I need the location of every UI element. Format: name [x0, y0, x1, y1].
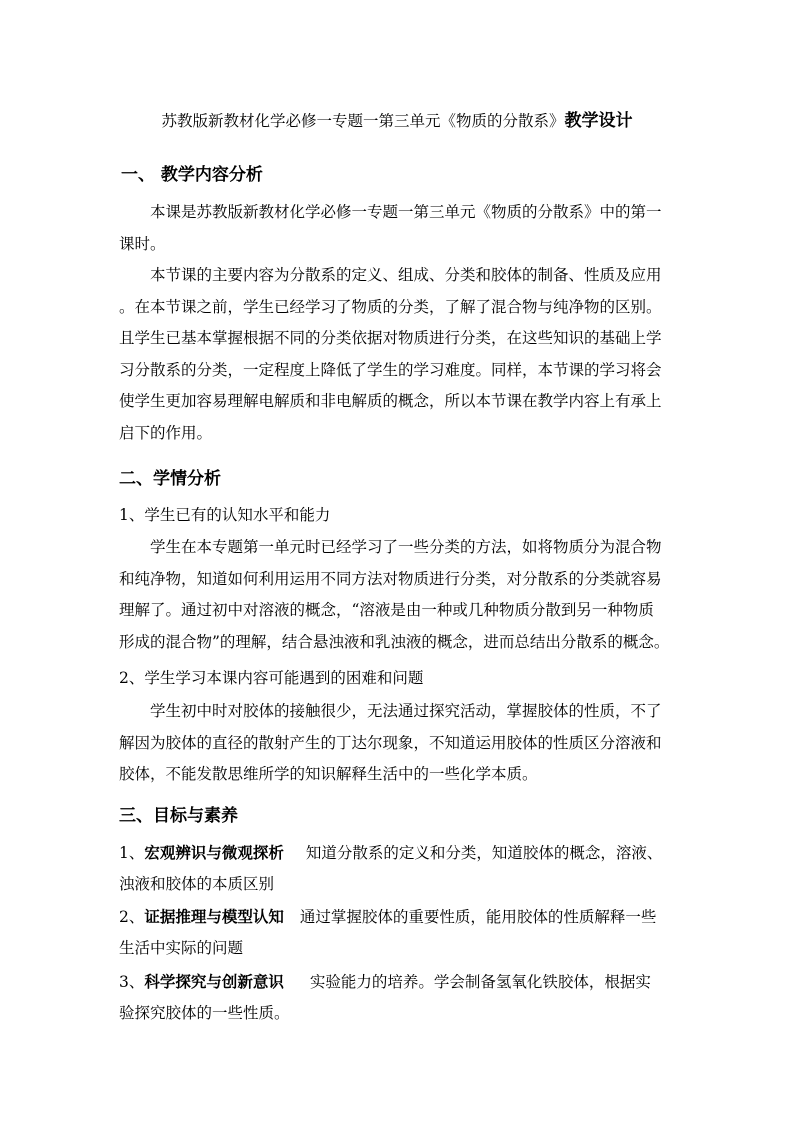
text-line: 胶体，不能发散思维所学的知识解释生活中的一些化学本质。 [119, 765, 538, 783]
goal-text-continued: 浊液和胶体的本质区别 [119, 874, 275, 893]
text-line: 启下的作用。 [119, 423, 213, 442]
text-line: 习分散系的分类，一定程度上降低了学生的学习难度。同样，本节课的学习将会 [119, 360, 662, 379]
goal-text-continued: 生活中实际的问题 [119, 938, 244, 957]
goal-item-3 [119, 966, 679, 1029]
section2-item1-title: 1、学生已有的认知水平和能力 [119, 506, 331, 524]
title-main: 苏教版新教材化学必修一专题一第三单元《物质的分散系》 [161, 112, 565, 130]
goal-text-continued: 验探究胶体的一些性质。 [119, 1003, 290, 1022]
goal-keyword: 宏观辨识与微观探析 [144, 843, 284, 862]
section2-item2-text [119, 696, 679, 791]
goal-text: 实验能力的培养。学会制备氢氧化铁胶体，根据实 [309, 973, 651, 991]
goal-number: 2、 [119, 908, 145, 926]
section2-item2-title: 2、学生学习本课内容可能遇到的困难和问题 [119, 669, 424, 687]
text-line: 使学生更加容易理解电解质和非电解质的概念，所以本节课在教学内容上有承上 [119, 392, 662, 410]
goal-number: 3、 [119, 973, 145, 991]
section1-heading: 一、 教学内容分析 [121, 165, 263, 185]
text-line: 和纯净物，知道如何利用运用不同方法对物质进行分类，对分散系的分类就容易 [119, 569, 662, 588]
goal-number: 1、 [119, 844, 145, 862]
section3-heading: 三、目标与素养 [119, 806, 238, 826]
section2-heading: 二、学情分析 [119, 469, 221, 489]
goal-keyword: 证据推理与模型认知 [144, 907, 284, 926]
text-line: 且学生已基本掌握根据不同的分类依据对物质进行分类，在这些知识的基础上学 [119, 329, 662, 347]
text-line: 理解了。通过初中对溶液的概念，“溶液是由一种或几种物质分散到另一种物质 [119, 601, 654, 619]
section2-item1-text [119, 532, 679, 658]
goal-keyword: 科学探究与创新意识 [144, 972, 284, 991]
text-line: 本课是苏教版新教材化学必修一专题一第三单元《物质的分散系》中的第一 [150, 203, 662, 221]
title-bold: 教学设计 [564, 111, 633, 131]
text-line: 课时。 [119, 234, 166, 253]
section1-paragraph2 [119, 260, 679, 449]
goal-text: 通过掌握胶体的重要性质，能用胶体的性质解释一些 [299, 908, 657, 926]
goal-text: 知道分散系的定义和分类，知道胶体的概念，溶液、 [305, 844, 663, 862]
text-line: 解因为胶体的直径的散射产生的丁达尔现象，不知道运用胶体的性质区分溶液和 [119, 733, 662, 752]
text-line: 形成的混合物”的理解，结合悬浊液和乳浊液的概念，进而总结出分散系的概念。 [119, 632, 670, 651]
section1-paragraph1 [119, 197, 679, 260]
text-line: 学生初中时对胶体的接触很少，无法通过探究活动，掌握胶体的性质，不了 [150, 702, 662, 720]
text-line: 本节课的主要内容为分散系的定义、组成、分类和胶体的制备、性质及应用 [150, 266, 662, 284]
goal-item-1 [119, 837, 679, 900]
goal-item-2 [119, 901, 679, 964]
text-line: 。在本节课之前，学生已经学习了物质的分类，了解了混合物与纯净物的区别。 [119, 297, 662, 316]
document-title [0, 106, 794, 131]
text-line: 学生在本专题第一单元时已经学习了一些分类的方法，如将物质分为混合物 [150, 538, 662, 556]
